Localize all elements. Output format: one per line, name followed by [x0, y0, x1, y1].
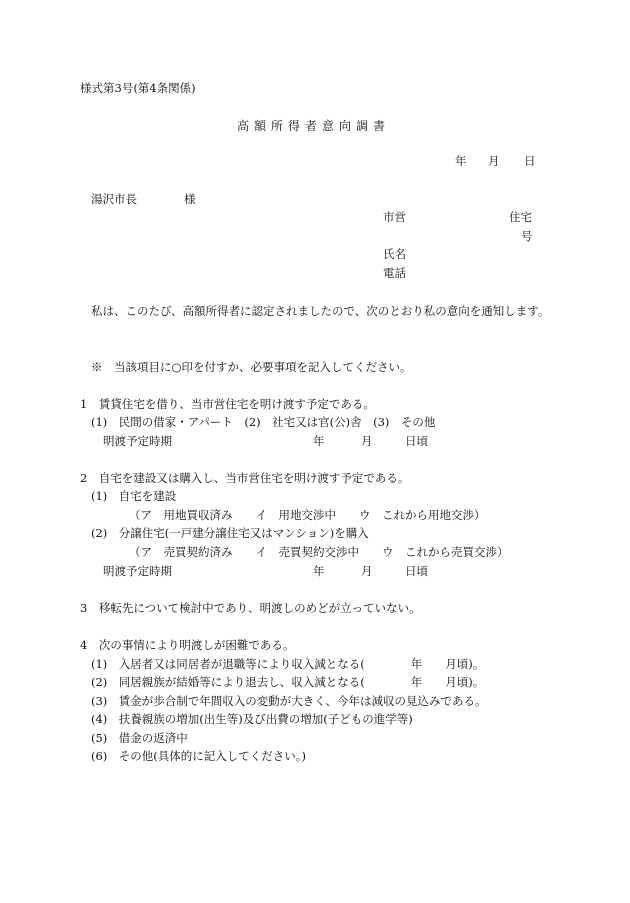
sender-address-prefix: 市営: [383, 210, 406, 224]
item4-reason: (2) 同居親族が結婚等により退去し、収入減となる( 年 月頃)。: [91, 675, 485, 689]
item4-reason: (3) 賃金が歩合制で年間収入の変動が大きく、今年は減収の見込みである。: [91, 694, 487, 708]
item2-sub1: (1) 自宅を建設: [91, 489, 177, 503]
sender-phone-label: 電話: [383, 266, 406, 280]
item2-sub2: (2) 分譲住宅(一戸建分譲住宅又はマンション)を購入: [91, 526, 369, 540]
date-month: 月: [488, 154, 500, 168]
date-day: 日: [524, 154, 536, 168]
item2-sub2-options: （ア 売買契約済み イ 売買契約交渉中 ウ これから売買交渉）: [129, 545, 509, 559]
addressee-honorific: 様: [184, 192, 196, 206]
item2-heading: 2 自宅を建設又は購入し、当市営住宅を明け渡す予定である。: [80, 471, 410, 485]
note-text: ※ 当該項目に○印を付すか、必要事項を記入してください。: [91, 360, 412, 374]
item1-schedule-year: 年: [313, 434, 325, 448]
sender-address-suffix-1: 住宅: [509, 210, 532, 224]
item1-heading: 1 賃貸住宅を借り、当市営住宅を明け渡す予定である。: [80, 397, 375, 411]
document-title: 高額所得者意向調書: [237, 119, 391, 133]
intro-text: 私は、このたび、高額所得者に認定されましたので、次のとおり私の意向を通知します。: [91, 304, 550, 318]
item4-reason: (1) 入居者又は同居者が退職等により収入減となる( 年 月頃)。: [91, 657, 485, 671]
sender-address-suffix-2: 号: [521, 229, 533, 243]
item2-sub1-options: （ア 用地買収済み イ 用地交渉中 ウ これから用地交渉）: [129, 508, 486, 522]
item1-schedule-label: 明渡予定時期: [103, 434, 172, 448]
date-year: 年: [455, 154, 467, 168]
item4-reason: (5) 借金の返済中: [91, 731, 188, 745]
item4-reason: (4) 扶養親族の増加(出生等)及び出費の増加(子どもの進学等): [91, 712, 413, 726]
item2-schedule-year: 年: [313, 564, 325, 578]
item4-reason: (6) その他(具体的に記入してください。): [91, 749, 307, 763]
item2-schedule-suffix: 日頃: [405, 564, 428, 578]
item2-schedule-label: 明渡予定時期: [103, 564, 172, 578]
item4-heading: 4 次の事情により明渡しが困難である。: [80, 638, 295, 652]
item3-heading: 3 移転先について検討中であり、明渡しのめどが立っていない。: [80, 601, 421, 615]
addressee-name: 湯沢市長: [91, 192, 137, 206]
item1-options: (1) 民間の借家・アパート (2) 社宅又は官(公)舎 (3) その他: [91, 415, 436, 429]
sender-name-label: 氏名: [383, 247, 406, 261]
item1-schedule-suffix: 日頃: [405, 434, 428, 448]
item1-schedule-month: 月: [361, 434, 373, 448]
item2-schedule-month: 月: [361, 564, 373, 578]
form-number: 様式第3号(第4条関係): [80, 81, 196, 95]
